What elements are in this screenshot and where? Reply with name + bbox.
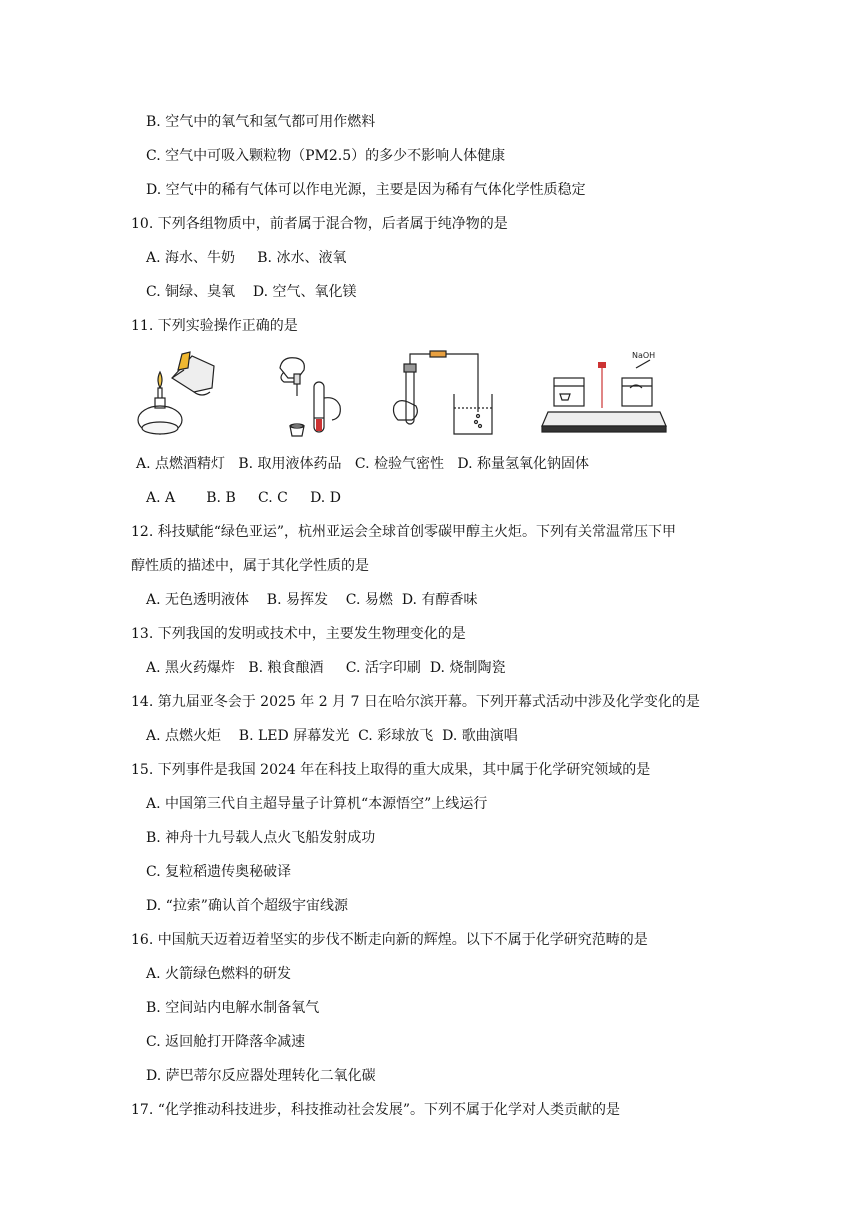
question-15: 15. 下列事件是我国 2024 年在科技上取得的重大成果，其中属于化学研究领域的是 xyxy=(131,762,651,778)
balance-figure xyxy=(540,348,670,440)
alcohol-lamp-figure xyxy=(132,348,232,440)
naoh-label: NaOH xyxy=(632,351,656,360)
question-12: 12. 科技赋能“绿色亚运”，杭州亚运会全球首创零碳甲醇主火炬。下列有关常温常压下甲 xyxy=(131,524,677,540)
q10-options-ab: A. 海水、牛奶 B. 冰水、液氧 xyxy=(146,250,347,266)
q9-option-b: B. 空气中的氧气和氢气都可用作燃料 xyxy=(146,114,376,130)
q13-options: A. 黑火药爆炸 B. 粮食酿酒 C. 活字印刷 D. 烧制陶瓷 xyxy=(146,660,506,676)
q16-option-d: D. 萨巴蒂尔反应器处理转化二氧化碳 xyxy=(146,1068,376,1084)
question-10: 10. 下列各组物质中，前者属于混合物，后者属于纯净物的是 xyxy=(131,216,508,232)
question-14: 14. 第九届亚冬会于 2025 年 2 月 7 日在哈尔滨开幕。下列开幕式活动中涉及化学变化的是 xyxy=(131,694,700,710)
q15-option-a: A. 中国第三代自主超导量子计算机“本源悟空”上线运行 xyxy=(146,796,488,812)
q12-options: A. 无色透明液体 B. 易挥发 C. 易燃 D. 有醇香味 xyxy=(146,592,478,608)
q11-options: A. A B. B C. C D. D xyxy=(146,490,341,506)
q16-option-b: B. 空间站内电解水制备氧气 xyxy=(146,1000,320,1016)
q16-option-a: A. 火箭绿色燃料的研发 xyxy=(146,966,292,982)
airtightness-figure xyxy=(388,348,494,440)
q15-option-c: C. 复粒稻遗传奥秘破译 xyxy=(146,864,292,880)
q10-options-cd: C. 铜绿、臭氧 D. 空气、氧化镁 xyxy=(146,284,357,300)
q16-option-c: C. 返回舱打开降落伞减速 xyxy=(146,1034,306,1050)
q11-figure-captions: A. 点燃酒精灯 B. 取用液体药品 C. 检验气密性 D. 称量氢氧化钠固体 xyxy=(136,456,589,472)
q15-option-d: D. “拉索”确认首个超级宇宙线源 xyxy=(146,898,348,914)
dropper-figure xyxy=(270,348,360,444)
question-13: 13. 下列我国的发明或技术中，主要发生物理变化的是 xyxy=(131,626,466,642)
question-12-cont: 醇性质的描述中，属于其化学性质的是 xyxy=(131,558,369,574)
question-11: 11. 下列实验操作正确的是 xyxy=(131,318,298,334)
q9-option-c: C. 空气中可吸入颗粒物（PM2.5）的多少不影响人体健康 xyxy=(146,148,506,164)
q11-figures xyxy=(130,348,740,448)
question-16: 16. 中国航天迈着迈着坚实的步伐不断走向新的辉煌。以下不属于化学研究范畴的是 xyxy=(131,932,648,948)
q9-option-d: D. 空气中的稀有气体可以作电光源，主要是因为稀有气体化学性质稳定 xyxy=(146,182,586,198)
q15-option-b: B. 神舟十九号载人点火飞船发射成功 xyxy=(146,830,376,846)
question-17: 17. “化学推动科技进步，科技推动社会发展”。下列不属于化学对人类贡献的是 xyxy=(131,1102,621,1118)
q14-options: A. 点燃火炬 B. LED 屏幕发光 C. 彩球放飞 D. 歌曲演唱 xyxy=(146,728,518,744)
